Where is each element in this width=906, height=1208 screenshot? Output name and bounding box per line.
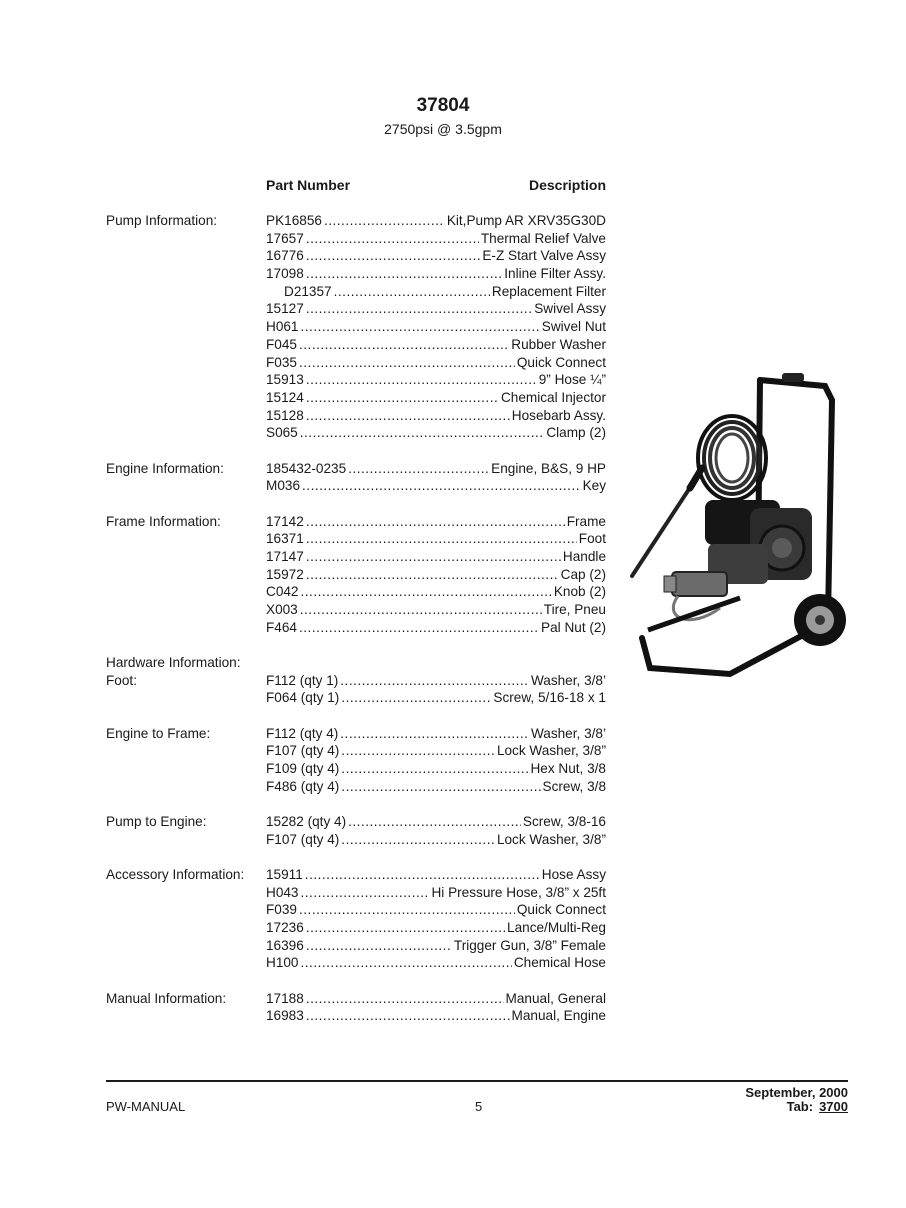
tab-label: Tab:: [786, 1099, 814, 1114]
part-number: 16776: [266, 248, 304, 264]
part-description: Cap (2): [560, 566, 606, 582]
part-row: [106, 583, 606, 601]
part-row: [106, 247, 606, 265]
part-description: Hosebarb Assy.: [511, 407, 606, 423]
pressure-washer-illustration: [620, 368, 850, 688]
part-line: [266, 300, 606, 318]
part-row: [106, 619, 606, 637]
parts-group: [106, 212, 606, 442]
part-line: [266, 742, 606, 760]
part-line: [266, 672, 606, 690]
part-description: Hose Assy: [541, 866, 606, 882]
part-description: Thermal Relief Valve: [480, 230, 606, 246]
model-number: 37804: [416, 95, 470, 116]
part-description: Manual, General: [505, 990, 606, 1006]
parts-group: [106, 672, 606, 707]
part-number: 15911: [266, 866, 303, 882]
part-number: M036: [266, 478, 301, 494]
part-line: [266, 407, 606, 425]
tab-value: 3700: [819, 1099, 848, 1114]
part-line: [266, 389, 606, 407]
part-row: [106, 813, 606, 831]
page-number: 5: [475, 1099, 483, 1114]
part-line: [266, 778, 606, 796]
category-label: Pump to Engine:: [106, 813, 207, 829]
part-description: Tire, Pneu: [543, 601, 606, 617]
dot-leader: [301, 884, 430, 902]
part-description: Trigger Gun, 3/8” Female: [453, 937, 606, 953]
dot-leader: [306, 530, 577, 548]
part-number: F064 (qty 1): [266, 690, 340, 706]
part-description: Lock Washer, 3/8”: [496, 831, 606, 847]
part-row: [106, 725, 606, 743]
dot-leader: [301, 954, 512, 972]
part-description: Frame: [566, 513, 606, 529]
part-row: [106, 265, 606, 283]
part-line: [266, 371, 606, 389]
part-number: F486 (qty 4): [266, 778, 340, 794]
part-number: 17188: [266, 990, 304, 1006]
part-row: [106, 371, 606, 389]
part-line: [266, 424, 606, 442]
part-description: Manual, Engine: [511, 1008, 606, 1024]
dot-leader: [306, 919, 505, 937]
part-line: [266, 513, 606, 531]
dot-leader: [306, 300, 532, 318]
parts-group: [106, 813, 606, 848]
part-line: [266, 566, 606, 584]
part-row: [106, 513, 606, 531]
part-description: Quick Connect: [516, 354, 606, 370]
part-row: [106, 760, 606, 778]
part-line: [266, 619, 606, 637]
part-line: [266, 548, 606, 566]
part-number: C042: [266, 584, 299, 600]
part-line: [266, 212, 606, 230]
part-row: [106, 300, 606, 318]
part-line: [266, 813, 606, 831]
part-line: [266, 247, 606, 265]
dot-leader: [306, 407, 510, 425]
part-description: Screw, 3/8-16: [522, 813, 606, 829]
part-line: [266, 336, 606, 354]
dot-leader: [299, 354, 515, 372]
parts-group: [106, 866, 606, 972]
part-line: [266, 689, 606, 707]
part-description: Rubber Washer: [511, 336, 606, 352]
part-row: [106, 230, 606, 248]
part-description: Foot: [578, 531, 606, 547]
dot-leader: [300, 601, 542, 619]
parts-group: [106, 725, 606, 796]
dot-leader: [348, 460, 489, 478]
part-line: [266, 1007, 606, 1025]
part-row: [106, 336, 606, 354]
part-description: Chemical Injector: [500, 389, 606, 405]
part-description: Quick Connect: [516, 902, 606, 918]
model-spec: 2750psi @ 3.5gpm: [384, 121, 502, 137]
dot-leader: [299, 901, 515, 919]
part-row: [106, 901, 606, 919]
dot-leader: [306, 990, 504, 1008]
part-description: Lock Washer, 3/8”: [496, 743, 606, 759]
part-number: F112 (qty 1): [266, 672, 339, 688]
part-description: 9” Hose ¼”: [538, 372, 606, 388]
part-row: [106, 884, 606, 902]
part-row: [106, 566, 606, 584]
part-line: [266, 265, 606, 283]
part-description: Swivel Nut: [541, 319, 606, 335]
part-description: Washer, 3/8’: [530, 725, 606, 741]
dot-leader: [302, 477, 581, 495]
footer-tab: [648, 1099, 848, 1114]
dot-leader: [306, 247, 481, 265]
part-number: 17236: [266, 919, 304, 935]
dot-leader: [301, 318, 540, 336]
description-heading: Description: [528, 177, 606, 193]
part-description: Key: [582, 478, 606, 494]
dot-leader: [306, 371, 537, 389]
part-row: [106, 460, 606, 478]
part-row: [106, 354, 606, 372]
part-line: [266, 760, 606, 778]
part-row: [106, 1007, 606, 1025]
part-description: Replacement Filter: [491, 283, 606, 299]
part-number: 17147: [266, 548, 304, 564]
part-number: H100: [266, 955, 299, 971]
part-description: Hi Pressure Hose, 3/8” x 25ft: [431, 884, 606, 900]
part-number-heading: Part Number: [266, 177, 351, 193]
category-label: Pump Information:: [106, 213, 218, 228]
part-line: [266, 530, 606, 548]
part-row: [106, 407, 606, 425]
part-row: [106, 689, 606, 707]
parts-group: [106, 990, 606, 1025]
part-row: [106, 742, 606, 760]
part-number: PK16856: [266, 213, 322, 228]
part-number: H061: [266, 319, 299, 335]
dot-leader: [300, 424, 545, 442]
part-row: [106, 778, 606, 796]
part-line: [266, 460, 606, 478]
part-line: [266, 831, 606, 849]
part-line: [266, 354, 606, 372]
dot-leader: [341, 689, 491, 707]
part-line: [266, 601, 606, 619]
part-number: 17142: [266, 513, 304, 529]
dot-leader: [306, 1007, 510, 1025]
part-number: S065: [266, 425, 298, 441]
part-row: [106, 477, 606, 495]
part-number: 16396: [266, 937, 304, 953]
category-label: Frame Information:: [106, 513, 221, 529]
part-description: Knob (2): [553, 584, 606, 600]
dot-leader: [306, 265, 502, 283]
part-line: [284, 283, 606, 301]
part-number: 15127: [266, 301, 304, 317]
part-row: [106, 424, 606, 442]
footer-date: September, 2000: [745, 1085, 848, 1100]
part-description: Kit,Pump AR XRV35G30D: [446, 213, 606, 228]
part-number: 15913: [266, 372, 304, 388]
category-label: Hardware Information:: [106, 654, 241, 670]
dot-leader: [340, 725, 529, 743]
part-row: [106, 672, 606, 690]
part-description: Engine, B&S, 9 HP: [491, 460, 606, 476]
footer-doc-name: PW-MANUAL: [106, 1099, 186, 1114]
dot-leader: [341, 742, 495, 760]
part-number: D21357: [284, 283, 332, 299]
dot-leader: [306, 937, 452, 955]
part-number: 17657: [266, 230, 304, 246]
dot-leader: [334, 283, 490, 301]
part-line: [266, 318, 606, 336]
part-line: [266, 937, 606, 955]
part-description: Handle: [562, 548, 606, 564]
part-number: 16983: [266, 1008, 304, 1024]
part-line: [266, 884, 606, 902]
part-description: Lance/Multi-Reg: [507, 919, 606, 935]
part-number: F039: [266, 902, 297, 918]
part-description: Chemical Hose: [513, 955, 606, 971]
part-number: F107 (qty 4): [266, 831, 340, 847]
part-row: [106, 283, 606, 301]
category-label: Manual Information:: [106, 990, 227, 1006]
dot-leader: [306, 566, 559, 584]
part-description: Screw, 3/8: [542, 778, 606, 794]
dot-leader: [306, 230, 479, 248]
part-row: [106, 866, 606, 884]
dot-leader: [341, 760, 528, 778]
part-description: Hex Nut, 3/8: [530, 760, 606, 776]
part-line: [266, 990, 606, 1008]
dot-leader: [299, 336, 509, 354]
part-number: 15972: [266, 566, 304, 582]
part-number: F464: [266, 619, 297, 635]
dot-leader: [341, 778, 540, 796]
part-row: [106, 937, 606, 955]
dot-leader: [348, 813, 521, 831]
part-number: 16371: [266, 531, 304, 547]
part-number: F045: [266, 336, 297, 352]
part-line: [266, 901, 606, 919]
part-line: [266, 725, 606, 743]
part-line: [266, 583, 606, 601]
part-line: [266, 866, 606, 884]
part-row: [106, 954, 606, 972]
part-number: X003: [266, 601, 298, 617]
dot-leader: [340, 672, 529, 690]
part-description: E-Z Start Valve Assy: [482, 248, 606, 264]
part-number: 15124: [266, 389, 304, 405]
part-number: F112 (qty 4): [266, 725, 339, 741]
parts-group: [106, 513, 606, 637]
dot-leader: [306, 513, 565, 531]
part-row: [106, 990, 606, 1008]
footer-rule: [106, 1080, 848, 1082]
dot-leader: [299, 619, 539, 637]
part-description: Pal Nut (2): [541, 619, 606, 635]
handle-cap-icon: [782, 373, 804, 382]
part-row: [106, 318, 606, 336]
category-heading-row: [106, 654, 606, 672]
part-number: 15128: [266, 407, 304, 423]
part-row: [106, 212, 606, 230]
parts-group: [106, 654, 606, 672]
category-label: Engine to Frame:: [106, 725, 211, 741]
category-label: Foot:: [106, 672, 137, 688]
part-number: 17098: [266, 266, 304, 282]
dot-leader: [305, 866, 540, 884]
part-row: [106, 548, 606, 566]
dot-leader: [301, 583, 552, 601]
part-row: [106, 530, 606, 548]
part-row: [106, 601, 606, 619]
category-label: Accessory Information:: [106, 866, 245, 882]
part-description: Screw, 5/16-18 x 1: [493, 690, 606, 706]
part-row: [106, 831, 606, 849]
dot-leader: [324, 212, 445, 230]
dot-leader: [306, 389, 499, 407]
part-line: [266, 919, 606, 937]
part-line: [266, 230, 606, 248]
part-number: F035: [266, 354, 297, 370]
part-row: [106, 389, 606, 407]
parts-list: [106, 212, 606, 1043]
part-number: F109 (qty 4): [266, 760, 340, 776]
dot-leader: [306, 548, 561, 566]
part-number: F107 (qty 4): [266, 743, 340, 759]
part-number: 185432-0235: [266, 460, 347, 476]
part-line: [266, 477, 606, 495]
part-line: [266, 954, 606, 972]
dot-leader: [341, 831, 495, 849]
part-row: [106, 919, 606, 937]
part-description: Washer, 3/8’: [530, 672, 606, 688]
category-label: Engine Information:: [106, 460, 224, 476]
part-description: Swivel Assy: [534, 301, 606, 317]
parts-group: [106, 460, 606, 495]
part-number: 15282 (qty 4): [266, 813, 347, 829]
part-description: Inline Filter Assy.: [504, 266, 606, 282]
part-description: Clamp (2): [546, 425, 606, 441]
part-number: H043: [266, 884, 299, 900]
